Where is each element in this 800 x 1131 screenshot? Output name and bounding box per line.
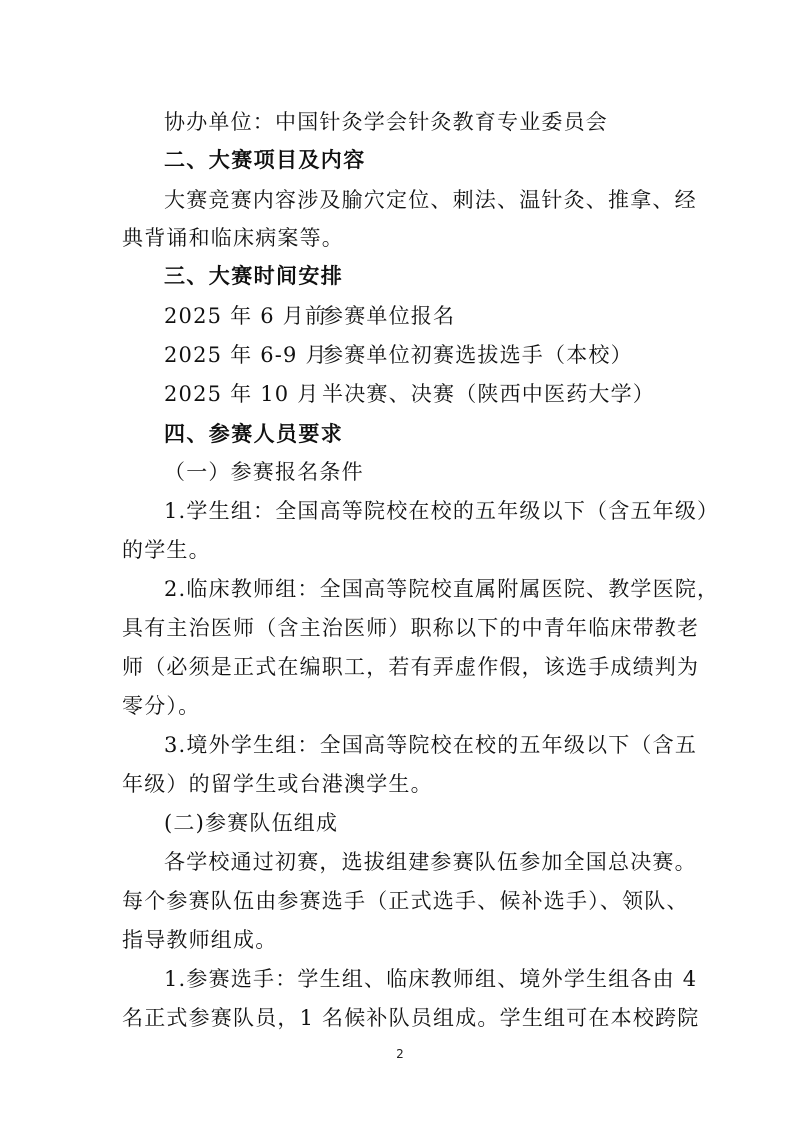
paragraph-line: 师（必须是正式在编职工，若有弄虚作假，该选手成绩判为 — [122, 655, 700, 679]
paragraph-line: 的学生。 — [122, 538, 211, 562]
paragraph-line: 1.学生组：全国高等院校在校的五年级以下（含五年级） — [164, 499, 720, 523]
paragraph-line: 典背诵和临床病案等。 — [122, 226, 344, 250]
paragraph-line: 2.临床教师组：全国高等院校直属附属医院、教学医院， — [164, 577, 720, 601]
paragraph-line: 每个参赛队伍由参赛选手（正式选手、候补选手）、领队、 — [122, 889, 689, 913]
paragraph-line: 1.参赛选手：学生组、临床教师组、境外学生组各由 4 — [164, 967, 698, 991]
paragraph-line: 零分）。 — [122, 694, 201, 718]
schedule-row — [164, 380, 655, 408]
section-heading-2: 二、大赛项目及内容 — [164, 148, 366, 172]
subsection-heading: (二)参赛队伍组成 — [164, 811, 339, 835]
paragraph-line: 具有主治医师（含主治医师）职称以下的中青年临床带教老 — [122, 616, 700, 640]
page-number: 2 — [396, 1047, 404, 1061]
section-heading-4: 四、参赛人员要求 — [164, 422, 344, 446]
schedule-date: 2025 年 6-9 月 — [164, 343, 328, 367]
schedule-date: 2025 年 10 月 — [164, 382, 320, 406]
subsection-heading: （一）参赛报名条件 — [164, 460, 364, 484]
schedule-date: 2025 年 6 月前 — [164, 304, 328, 328]
paragraph-line: 名正式参赛队员，1 名候补队员组成。学生组可在本校跨院 — [122, 1006, 700, 1030]
schedule-event: 参赛单位报名 — [322, 304, 456, 328]
paragraph-line: 年级）的留学生或台港澳学生。 — [122, 772, 433, 796]
paragraph-line: 指导教师组成。 — [122, 928, 278, 952]
co-organizer-line: 协办单位：中国针灸学会针灸教育专业委员会 — [164, 110, 608, 134]
schedule-event: 参赛单位初赛选拔选手（本校） — [322, 343, 633, 367]
paragraph-line: 各学校通过初赛，选拔组建参赛队伍参加全国总决赛。 — [164, 850, 697, 874]
paragraph-line: 3.境外学生组：全国高等院校在校的五年级以下（含五 — [164, 733, 698, 757]
schedule-event: 半决赛、决赛（陕西中医药大学） — [322, 382, 655, 406]
schedule-row — [164, 302, 455, 330]
paragraph-line: 大赛竞赛内容涉及腧穴定位、刺法、温针灸、推拿、经 — [164, 188, 697, 212]
schedule-row — [164, 341, 633, 369]
section-heading-3: 三、大赛时间安排 — [164, 264, 344, 288]
